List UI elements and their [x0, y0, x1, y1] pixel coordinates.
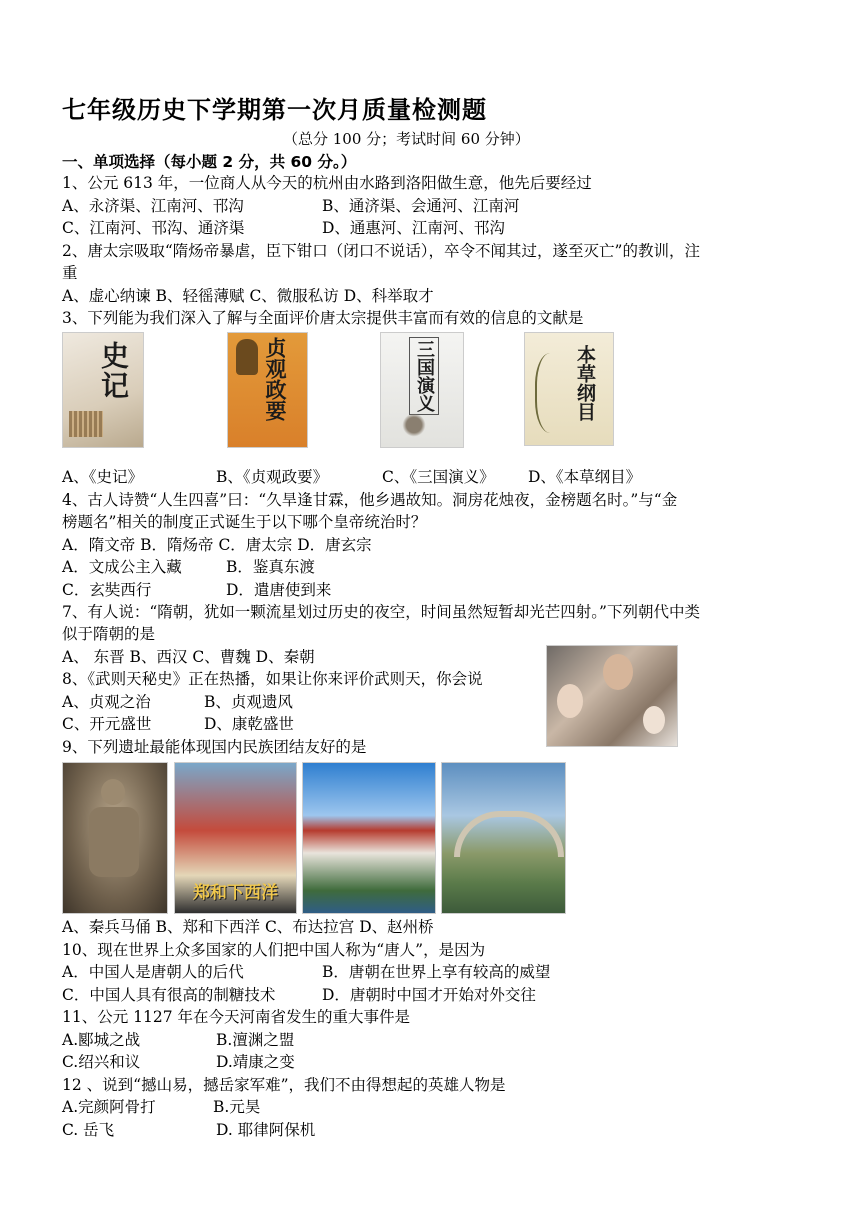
q8-option-d: D、康乾盛世 — [204, 715, 294, 733]
q1-option-d: D、通惠河、江南河、邗沟 — [322, 219, 505, 237]
zhaozhou-bridge-image — [441, 762, 566, 914]
q3-stem: 3、下列能为我们深入了解与全面评价唐太宗提供丰富而有效的信息的文献是 — [62, 309, 584, 327]
bamboo-slips-image — [69, 411, 103, 437]
q8-option-a: A、贞观之治 — [62, 693, 151, 711]
actress-face-2 — [603, 654, 633, 690]
q3-option-c: C、《三国演义》 — [382, 468, 495, 486]
bridge-arch — [454, 811, 564, 857]
book-cover-sanguo-title: 三国演义 — [409, 337, 439, 415]
q12-option-c: C. 岳飞 — [62, 1121, 115, 1139]
q11-option-b: B.澶渊之盟 — [216, 1031, 295, 1049]
q2-options: A、虚心纳谏 B、轻徭薄赋 C、微服私访 D、科举取才 — [62, 287, 434, 305]
q4-stem-line1: 4、古人诗赞“人生四喜”曰：“久旱逢甘霖，他乡遇故知。洞房花烛夜，金榜题名时。”与“金 — [62, 491, 678, 509]
q4-stem-line2: 榜题名”相关的制度正式诞生于以下哪个皇帝统治时？ — [62, 513, 427, 531]
zheng-he-poster-image — [174, 762, 297, 914]
q11-option-a: A.郾城之战 — [62, 1031, 141, 1049]
book-cover-sanguo — [380, 332, 464, 448]
book-cover-zhenguan — [227, 332, 308, 448]
emperor-figure-image — [236, 339, 258, 375]
q1-option-c: C、江南河、邗沟、通济渠 — [62, 219, 245, 237]
q9-stem: 9、下列遗址最能体现国内民族团结友好的是 — [62, 738, 367, 756]
q7-options: A、 东晋 B、西汉 C、曹魏 D、秦朝 — [62, 648, 315, 666]
q3-option-d: D、《本草纲目》 — [528, 468, 642, 486]
q1-stem: 1、公元 613 年，一位商人从今天的杭州由水路到洛阳做生意，他先后要经过 — [62, 174, 592, 192]
q3-option-b: B、《贞观政要》 — [216, 468, 329, 486]
section-heading: 一、单项选择（每小题 2 分，共 60 分。） — [62, 153, 357, 171]
poster-caption: 郑和下西洋 — [193, 883, 278, 903]
q11-option-d: D.靖康之变 — [216, 1053, 295, 1071]
q11-stem: 11、公元 1127 年在今天河南省发生的重大事件是 — [62, 1008, 411, 1026]
horseman-image — [399, 413, 429, 437]
q1-option-a: A、永济渠、江南河、邗沟 — [62, 197, 244, 215]
q8-stem: 8、《武则天秘史》正在热播，如果让你来评价武则天，你会说 — [62, 670, 483, 688]
q12-option-a: A.完颜阿骨打 — [62, 1098, 156, 1116]
warrior-head — [101, 779, 125, 805]
q5-option-b: B．鉴真东渡 — [226, 558, 315, 576]
q4-options: A．隋文帝 B．隋炀帝 C．唐太宗 D．唐玄宗 — [62, 536, 372, 554]
q10-stem: 10、现在世界上众多国家的人们把中国人称为“唐人”，是因为 — [62, 941, 486, 959]
book-cover-bencao — [524, 332, 614, 446]
q5-option-c: C．玄奘西行 — [62, 581, 152, 599]
q11-option-c: C.绍兴和议 — [62, 1053, 141, 1071]
exam-subtitle: （总分 100 分；考试时间 60 分钟） — [283, 130, 530, 148]
warrior-body — [89, 807, 139, 877]
q1-option-b: B、通济渠、会通河、江南河 — [322, 197, 520, 215]
q10-option-b: B．唐朝在世界上享有较高的威望 — [322, 963, 551, 981]
exam-title: 七年级历史下学期第一次月质量检测题 — [62, 96, 487, 124]
book-cover-bencao-title: 本草纲目 — [574, 345, 596, 421]
q7-stem-line2: 似于隋朝的是 — [62, 625, 156, 643]
actress-face-1 — [557, 684, 583, 718]
tv-drama-still-image — [546, 645, 678, 747]
book-cover-shiji — [62, 332, 144, 448]
actress-face-3 — [643, 706, 665, 734]
q12-option-b: B.元昊 — [213, 1098, 261, 1116]
terracotta-warrior-image — [62, 762, 168, 914]
herb-plant-image — [535, 353, 573, 433]
q5-option-a: A．文成公主入藏 — [62, 558, 182, 576]
book-cover-shiji-title: 史记 — [97, 341, 130, 401]
q2-stem-line1: 2、唐太宗吸取“隋炀帝暴虐，臣下钳口（闭口不说话），卒令不闻其过，遂至灭亡”的教训，注 — [62, 242, 700, 260]
q8-option-b: B、贞观遗风 — [204, 693, 293, 711]
q5-option-d: D．遣唐使到来 — [226, 581, 332, 599]
q12-stem: 12 、说到“撼山易，撼岳家军难”，我们不由得想起的英雄人物是 — [62, 1076, 506, 1094]
potala-palace-image — [302, 762, 436, 914]
q3-option-a: A、《史记》 — [62, 468, 143, 486]
book-cover-zhenguan-title: 贞观政要 — [263, 337, 288, 421]
q10-option-a: A．中国人是唐朝人的后代 — [62, 963, 244, 981]
q9-options: A、秦兵马俑 B、郑和下西洋 C、布达拉宫 D、赵州桥 — [62, 918, 434, 936]
q7-stem-line1: 7、有人说：“隋朝，犹如一颗流星划过历史的夜空，时间虽然短暂却光芒四射。”下列朝代中类 — [62, 603, 700, 621]
q8-option-c: C、开元盛世 — [62, 715, 152, 733]
q10-option-d: D．唐朝时中国才开始对外交往 — [322, 986, 536, 1004]
q12-option-d: D. 耶律阿保机 — [216, 1121, 316, 1139]
q2-stem-line2: 重 — [62, 264, 78, 282]
q10-option-c: C．中国人具有很高的制糖技术 — [62, 986, 276, 1004]
